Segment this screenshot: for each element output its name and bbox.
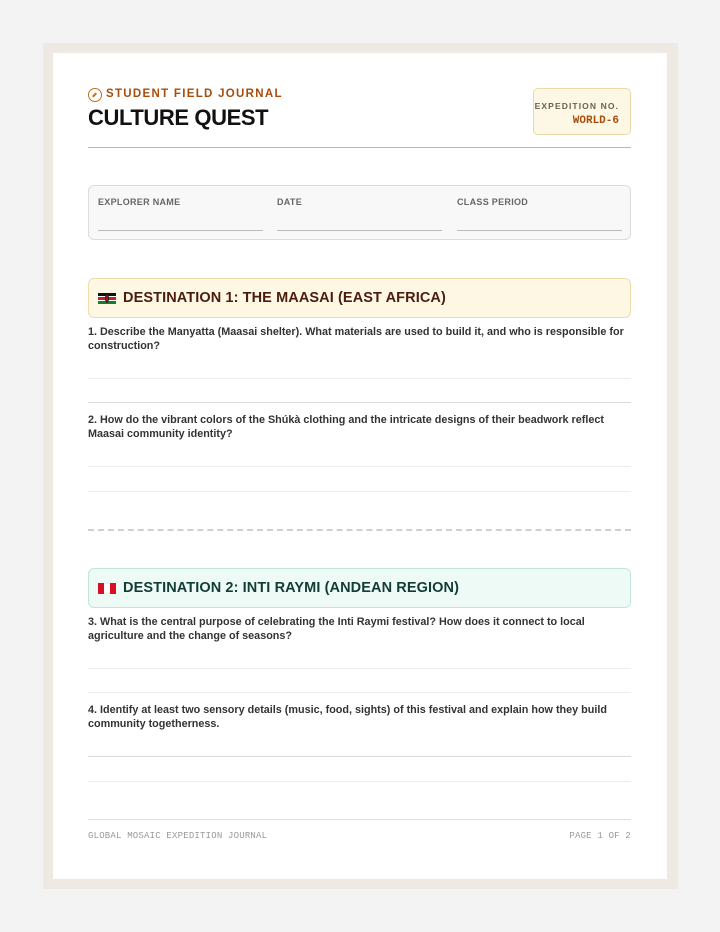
class-period-field[interactable] <box>457 230 622 231</box>
section-header-inti-raymi <box>88 568 631 608</box>
answer-line[interactable] <box>88 756 631 757</box>
footer-divider <box>88 819 631 820</box>
answer-line[interactable] <box>88 466 631 467</box>
date-label: DATE <box>277 197 303 207</box>
kenya-flag-icon <box>98 293 116 304</box>
answer-line[interactable] <box>88 781 631 782</box>
explorer-name-label: EXPLORER NAME <box>98 197 181 207</box>
journal-eyebrow: STUDENT FIELD JOURNAL <box>106 88 283 100</box>
compass-icon <box>88 88 102 102</box>
header-divider <box>88 147 631 148</box>
expedition-label: EXPEDITION NO. <box>534 101 619 111</box>
answer-line[interactable] <box>88 668 631 669</box>
question-1: 1. Describe the Manyatta (Maasai shelter). What materials are used to build it, and who is responsible for construction? <box>88 326 624 352</box>
section-title: DESTINATION 1: THE MAASAI (EAST AFRICA) <box>123 290 446 306</box>
class-period-label: CLASS PERIOD <box>457 197 529 207</box>
section-header-maasai <box>88 278 631 318</box>
question-4: 4. Identify at least two sensory details (music, food, sights) of this festival and explain how they build community togetherness. <box>88 704 607 730</box>
date-field[interactable] <box>277 230 442 231</box>
section-title: DESTINATION 2: INTI RAYMI (ANDEAN REGION) <box>123 580 459 596</box>
section-divider <box>88 529 631 531</box>
question-2: 2. How do the vibrant colors of the Shúkà clothing and the intricate designs of their beadwork reflect Maasai community identity? <box>88 414 604 440</box>
student-info-box <box>88 185 631 240</box>
peru-flag-icon <box>98 583 116 594</box>
page-title: CULTURE QUEST <box>88 105 269 130</box>
answer-line[interactable] <box>88 692 631 693</box>
question-3: 3. What is the central purpose of celebrating the Inti Raymi festival? How does it connect to local agriculture and the change of seasons? <box>88 616 585 642</box>
page-number: PAGE 1 OF 2 <box>569 831 631 841</box>
explorer-name-field[interactable] <box>98 230 263 231</box>
expedition-badge <box>533 88 631 135</box>
answer-line[interactable] <box>88 402 631 403</box>
expedition-number: WORLD-6 <box>572 115 619 127</box>
footer-journal-name: GLOBAL MOSAIC EXPEDITION JOURNAL <box>88 831 268 841</box>
answer-line[interactable] <box>88 378 631 379</box>
answer-line[interactable] <box>88 491 631 492</box>
